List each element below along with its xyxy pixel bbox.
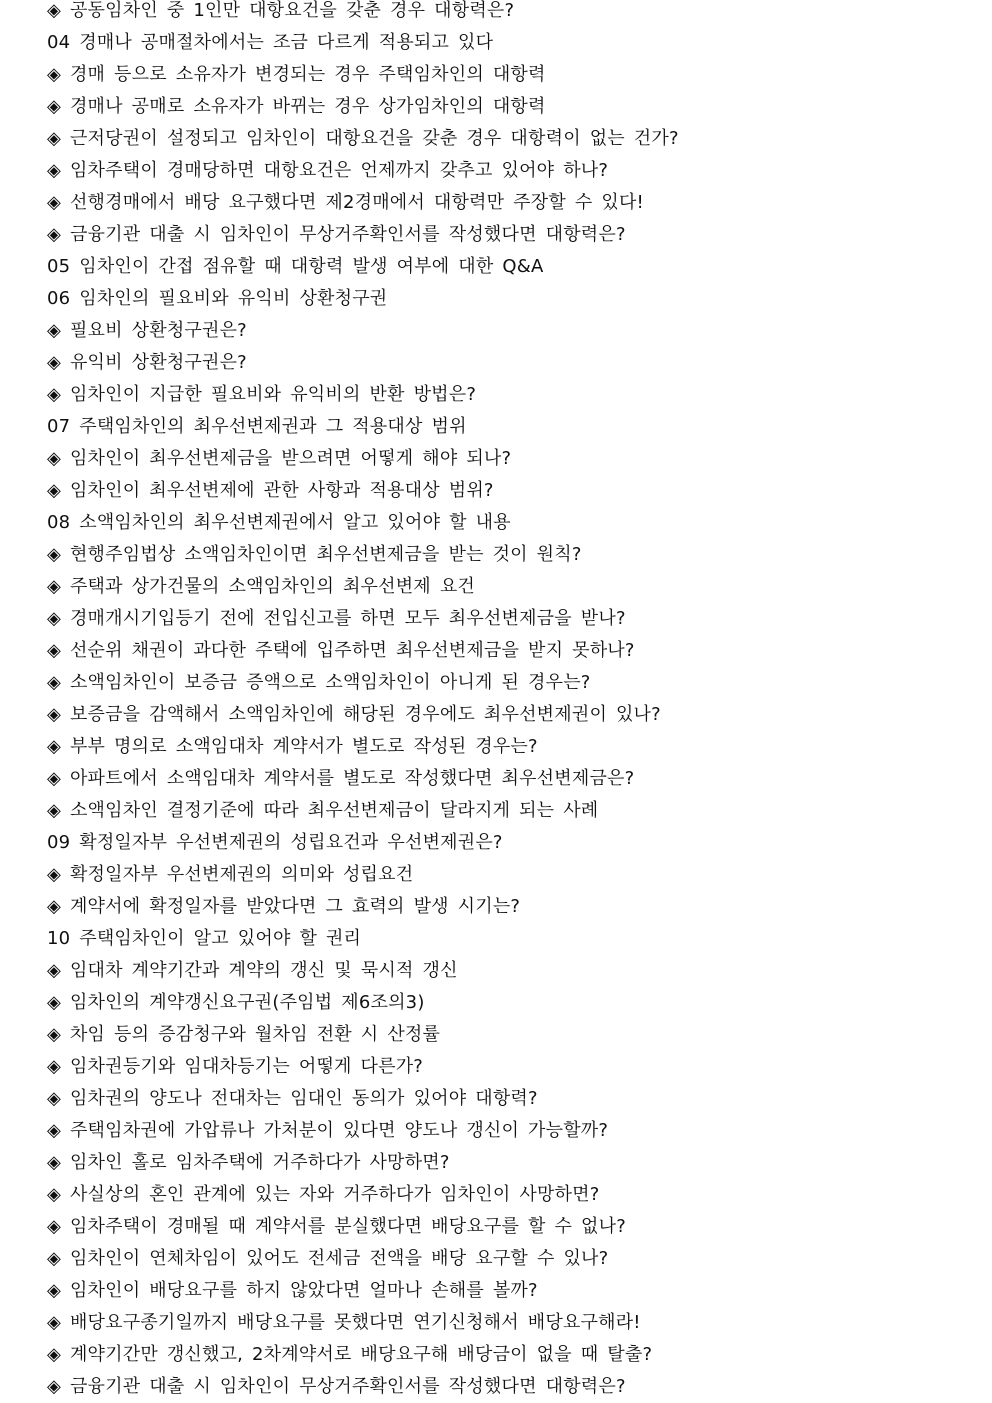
toc-item-text: ◈ 차임 등의 증감청구와 월차임 전환 시 산정률 — [47, 1024, 441, 1045]
toc-item — [47, 699, 977, 731]
toc-item-text: ◈ 임차인이 최우선변제에 관한 사항과 적용대상 범위? — [47, 480, 494, 501]
toc-item — [47, 763, 977, 795]
toc-item — [47, 891, 977, 923]
toc-item-text: ◈ 필요비 상환청구권은? — [47, 320, 247, 341]
toc-item-text: ◈ 임차인 홀로 임차주택에 거주하다가 사망하면? — [47, 1152, 450, 1173]
toc-item — [47, 539, 977, 571]
chapter-heading — [47, 827, 977, 859]
toc-item — [47, 1243, 977, 1275]
toc-item — [47, 1115, 977, 1147]
chapter-heading-text: 09 확정일자부 우선변제권의 성립요건과 우선변제권은? — [47, 832, 503, 853]
toc-item — [47, 1051, 977, 1083]
toc-item-text: ◈ 공동임차인 중 1인만 대항요건을 갖춘 경우 대항력은? — [47, 0, 515, 21]
toc-item-text: ◈ 임차인이 배당요구를 하지 않았다면 얼마나 손해를 볼까? — [47, 1280, 538, 1301]
toc-item — [47, 347, 977, 379]
chapter-heading-text: 08 소액임차인의 최우선변제권에서 알고 있어야 할 내용 — [47, 512, 511, 533]
toc-item-text: ◈ 부부 명의로 소액임대차 계약서가 별도로 작성된 경우는? — [47, 736, 538, 757]
toc-item — [47, 603, 977, 635]
toc-item-text: ◈ 경매나 공매로 소유자가 바뀌는 경우 상가임차인의 대항력 — [47, 96, 546, 117]
toc-item-text: ◈ 계약서에 확정일자를 받았다면 그 효력의 발생 시기는? — [47, 896, 521, 917]
toc-item-text: ◈ 유익비 상환청구권은? — [47, 352, 247, 373]
toc-item — [47, 155, 977, 187]
toc-item — [47, 1339, 977, 1371]
toc-item — [47, 731, 977, 763]
toc-item — [47, 1179, 977, 1211]
toc-item-text: ◈ 주택임차권에 가압류나 가처분이 있다면 양도나 갱신이 가능할까? — [47, 1120, 609, 1141]
toc-item-text: ◈ 주택과 상가건물의 소액임차인의 최우선변제 요건 — [47, 576, 475, 597]
toc-item-text: ◈ 임차인이 연체차임이 있어도 전세금 전액을 배당 요구할 수 있나? — [47, 1248, 609, 1269]
toc-item-text: ◈ 임차인의 계약갱신요구권(주임법 제6조의3) — [47, 992, 425, 1013]
toc-item-text: ◈ 아파트에서 소액임대차 계약서를 별도로 작성했다면 최우선변제금은? — [47, 768, 635, 789]
toc-item-text: ◈ 금융기관 대출 시 임차인이 무상거주확인서를 작성했다면 대항력은? — [47, 1376, 626, 1397]
toc-item-text: ◈ 소액임차인이 보증금 증액으로 소액임차인이 아니게 된 경우는? — [47, 672, 591, 693]
toc-item-text: ◈ 소액임차인 결정기준에 따라 최우선변제금이 달라지게 되는 사례 — [47, 800, 599, 821]
chapter-heading-text: 04 경매나 공매절차에서는 조금 다르게 적용되고 있다 — [47, 32, 494, 53]
chapter-heading — [47, 27, 977, 59]
toc-item — [47, 859, 977, 891]
chapter-heading-text: 05 임차인이 간접 점유할 때 대항력 발생 여부에 대한 Q&A — [47, 256, 544, 277]
toc-item-text: ◈ 사실상의 혼인 관계에 있는 자와 거주하다가 임차인이 사망하면? — [47, 1184, 600, 1205]
chapter-heading — [47, 251, 977, 283]
toc-item-text: ◈ 배당요구종기일까지 배당요구를 못했다면 연기신청해서 배당요구해라! — [47, 1312, 641, 1333]
toc-item-text: ◈ 확정일자부 우선변제권의 의미와 성립요건 — [47, 864, 414, 885]
toc-item — [47, 219, 977, 251]
toc-item-text: ◈ 보증금을 감액해서 소액임차인에 해당된 경우에도 최우선변제권이 있나? — [47, 704, 661, 725]
toc-item — [47, 1147, 977, 1179]
toc-item-text: ◈ 선행경매에서 배당 요구했다면 제2경매에서 대항력만 주장할 수 있다! — [47, 192, 644, 213]
toc-item — [47, 123, 977, 155]
toc-item-text: ◈ 경매 등으로 소유자가 변경되는 경우 주택임차인의 대항력 — [47, 64, 546, 85]
toc-item-text: ◈ 임차인이 최우선변제금을 받으려면 어떻게 해야 되나? — [47, 448, 512, 469]
toc-item-text: ◈ 금융기관 대출 시 임차인이 무상거주확인서를 작성했다면 대항력은? — [47, 224, 626, 245]
toc-item — [47, 1307, 977, 1339]
chapter-heading-text: 06 임차인의 필요비와 유익비 상환청구권 — [47, 288, 388, 309]
toc-item-text: ◈ 근저당권이 설정되고 임차인이 대항요건을 갖춘 경우 대항력이 없는 건가? — [47, 128, 679, 149]
chapter-heading — [47, 507, 977, 539]
toc-item — [47, 987, 977, 1019]
chapter-heading — [47, 923, 977, 955]
toc-item-text: ◈ 임차권의 양도나 전대차는 임대인 동의가 있어야 대항력? — [47, 1088, 538, 1109]
toc-item — [47, 1275, 977, 1307]
toc-item — [47, 635, 977, 667]
chapter-heading — [47, 411, 977, 443]
toc-item-text: ◈ 임차주택이 경매당하면 대항요건은 언제까지 갖추고 있어야 하나? — [47, 160, 609, 181]
toc-item — [47, 955, 977, 987]
toc-item — [47, 1371, 977, 1403]
toc-item-text: ◈ 계약기간만 갱신했고, 2차계약서로 배당요구해 배당금이 없을 때 탈출? — [47, 1344, 653, 1365]
toc-item — [47, 91, 977, 123]
toc-item — [47, 1211, 977, 1243]
toc-item — [47, 315, 977, 347]
toc-item — [47, 667, 977, 699]
chapter-heading-text: 10 주택임차인이 알고 있어야 할 권리 — [47, 928, 362, 949]
toc-item — [47, 443, 977, 475]
toc-item — [47, 379, 977, 411]
toc-item — [47, 571, 977, 603]
toc-item-text: ◈ 임차주택이 경매될 때 계약서를 분실했다면 배당요구를 할 수 없나? — [47, 1216, 626, 1237]
toc-item — [47, 0, 977, 27]
toc-item-text: ◈ 선순위 채권이 과다한 주택에 입주하면 최우선변제금을 받지 못하나? — [47, 640, 635, 661]
toc-item-text: ◈ 임차권등기와 임대차등기는 어떻게 다른가? — [47, 1056, 424, 1077]
toc-item — [47, 187, 977, 219]
toc-item — [47, 1083, 977, 1115]
chapter-heading-text: 07 주택임차인의 최우선변제권과 그 적용대상 범위 — [47, 416, 467, 437]
toc-item-text: ◈ 임대차 계약기간과 계약의 갱신 및 묵시적 갱신 — [47, 960, 458, 981]
toc-item-text: ◈ 현행주임법상 소액임차인이면 최우선변제금을 받는 것이 원칙? — [47, 544, 582, 565]
toc-item — [47, 795, 977, 827]
toc-item — [47, 475, 977, 507]
toc-item-text: ◈ 경매개시기입등기 전에 전입신고를 하면 모두 최우선변제금을 받나? — [47, 608, 626, 629]
table-of-contents — [47, 0, 977, 1403]
chapter-heading — [47, 283, 977, 315]
toc-item — [47, 59, 977, 91]
toc-item-text: ◈ 임차인이 지급한 필요비와 유익비의 반환 방법은? — [47, 384, 477, 405]
toc-item — [47, 1019, 977, 1051]
